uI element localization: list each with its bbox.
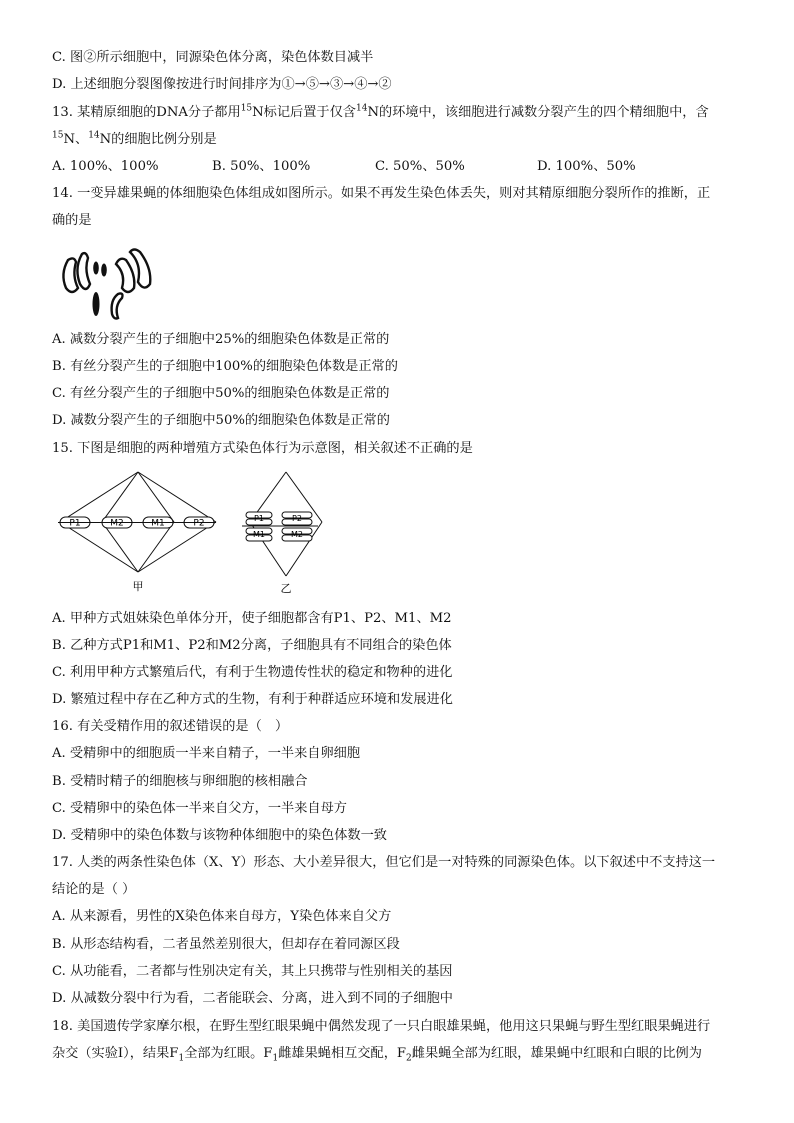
q17-stem: 17. 人类的两条性染色体（X、Y）形态、大小差异很大，但它们是一对特殊的同源染色体。以下叙述中不支持这一 xyxy=(52,855,716,870)
chromosome-figure xyxy=(56,244,166,322)
q15-stem: 15. 下图是细胞的两种增殖方式染色体行为示意图，相关叙述不正确的是 xyxy=(52,441,473,456)
q16-stem: 16. 有关受精作用的叙述错误的是（ ） xyxy=(52,719,289,734)
label-m1-jia: M1 xyxy=(151,518,165,529)
q16-option-c: C. 受精卵中的染色体一半来自父方，一半来自母方 xyxy=(52,801,347,816)
q17-option-a: A. 从来源看，男性的X染色体来自母方，Y染色体来自父方 xyxy=(52,909,392,924)
chromosome-left-pair xyxy=(63,253,106,292)
chromosome-row-jia xyxy=(58,517,216,529)
q14-option-a: A. 减数分裂产生的子细胞中25%的细胞染色体数是正常的 xyxy=(52,332,390,347)
chromosome-right-pair xyxy=(116,250,150,293)
q15-option-a: A. 甲种方式姐妹染色单体分开，使子细胞都含有P1、P2、M1、M2 xyxy=(52,611,452,626)
q13-stem: 13. 某精原细胞的DNA分子都用$^{15}$N标记后置于仅含$^{14}$N的环境中，该细胞进行减数分裂产生的四个精细胞中，含 xyxy=(52,103,709,120)
q14-stem-cont: 确的是 xyxy=(52,213,92,228)
q17-option-c: C. 从功能看，二者都与性别决定有关，其上只携带与性别相关的基因 xyxy=(52,964,453,979)
q16-option-d: D. 受精卵中的染色体数与该物种体细胞中的染色体数一致 xyxy=(52,828,387,843)
division-figure xyxy=(50,468,370,598)
q16-option-b: B. 受精时精子的细胞核与卵细胞的核相融合 xyxy=(52,774,308,789)
label-p2-jia: P2 xyxy=(193,518,205,529)
q18-stem: 18. 美国遗传学家摩尔根，在野生型红眼果蝇中偶然发现了一只白眼雄果蝇，他用这只果蝇与野生型红眼果蝇进行 xyxy=(52,1019,711,1034)
q13-option-b: B. 50%、100% xyxy=(212,159,311,174)
label-m1-yi: M1 xyxy=(253,530,265,539)
q13-option-a: A. 100%、100% xyxy=(52,159,159,174)
q13-option-c: C. 50%、50% xyxy=(375,159,465,174)
chromosome-bottom xyxy=(93,292,123,319)
q14-option-d: D. 减数分裂产生的子细胞中50%的细胞染色体数是正常的 xyxy=(52,413,390,428)
q15-option-b: B. 乙种方式P1和M1、P2和M2分离，子细胞具有不同组合的染色体 xyxy=(52,638,452,653)
q14-option-c: C. 有丝分裂产生的子细胞中50%的细胞染色体数是正常的 xyxy=(52,386,390,401)
q12-option-c: C. 图②所示细胞中，同源染色体分离，染色体数目减半 xyxy=(52,50,374,65)
q17-option-b: B. 从形态结构看，二者虽然差别很大，但却存在着同源区段 xyxy=(52,937,400,952)
q14-stem: 14. 一变异雄果蝇的体细胞染色体组成如图所示。如果不再发生染色体丢失，则对其精原细胞分裂所作的推断，正 xyxy=(52,186,711,201)
q14-option-b: B. 有丝分裂产生的子细胞中100%的细胞染色体数是正常的 xyxy=(52,359,398,374)
q17-option-d: D. 从减数分裂中行为看，二者能联会、分离，进入到不同的子细胞中 xyxy=(52,991,453,1006)
q13-stem-cont: $^{15}$N、$^{14}$N的细胞比例分别是 xyxy=(52,130,217,147)
caption-jia: 甲 xyxy=(132,580,144,593)
q15-option-c: C. 利用甲种方式繁殖后代，有利于生物遗传性状的稳定和物种的进化 xyxy=(52,665,453,680)
q15-option-d: D. 繁殖过程中存在乙种方式的生物，有利于种群适应环境和发展进化 xyxy=(52,692,453,707)
label-p1-yi: P1 xyxy=(254,514,264,523)
label-p1-jia: P1 xyxy=(69,518,81,529)
q18-stem-cont: 杂交（实验I），结果$F_1$全部为红眼。$F_1$雌雄果蝇相互交配，$F_2$雌果蝇全部为红眼，雄果蝇中红眼和白眼的比例为 xyxy=(52,1046,702,1064)
q17-stem-cont: 结论的是（ ） xyxy=(52,882,136,897)
label-p2-yi: P2 xyxy=(292,514,302,523)
label-m2-jia: M2 xyxy=(110,518,124,529)
label-m2-yi: M2 xyxy=(291,530,303,539)
q16-option-a: A. 受精卵中的细胞质一半来自精子，一半来自卵细胞 xyxy=(52,746,361,761)
q12-option-d: D. 上述细胞分裂图像按进行时间排序为①→⑤→③→④→② xyxy=(52,77,392,92)
caption-yi: 乙 xyxy=(280,582,292,595)
q13-option-d: D. 100%、50% xyxy=(537,159,636,174)
